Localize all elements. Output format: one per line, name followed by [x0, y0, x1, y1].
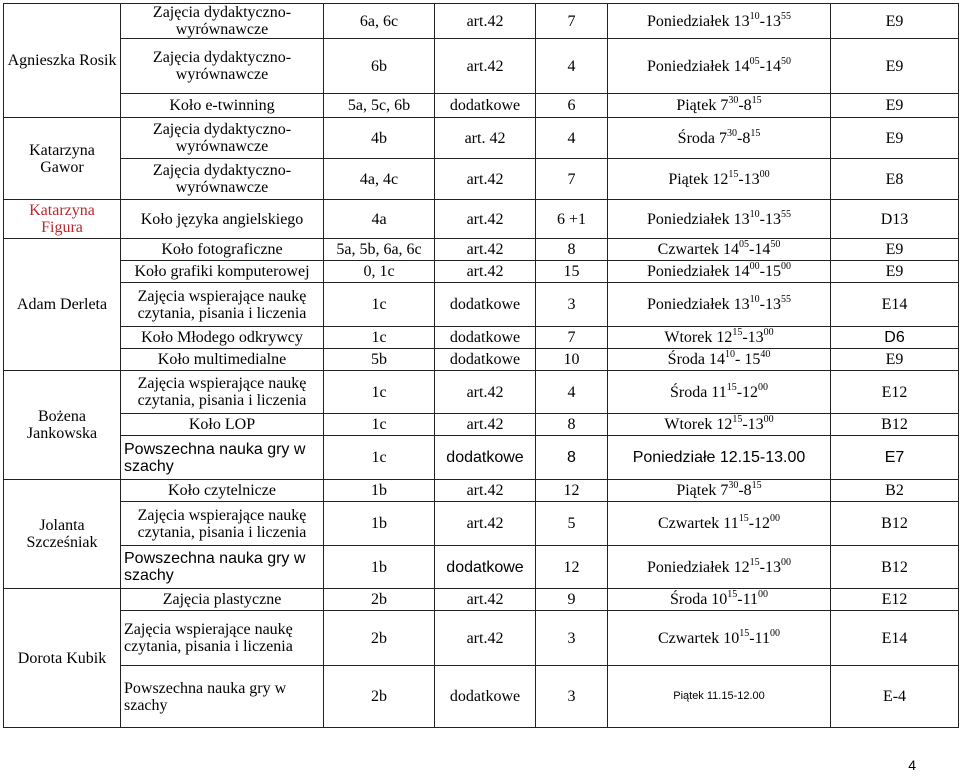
class-cell: 2b — [324, 589, 435, 611]
class-cell: 4b — [324, 118, 435, 159]
table-row — [4, 200, 959, 239]
time-start-minute: 15 — [738, 513, 749, 524]
room-cell: E-4 — [831, 666, 959, 728]
time-separator: - — [738, 482, 744, 499]
time-cell — [608, 611, 831, 666]
time-start-hour: 12 — [712, 170, 729, 188]
time-start-hour: 13 — [733, 210, 750, 228]
class-cell: 1c — [324, 414, 435, 436]
time-cell — [608, 546, 831, 589]
time-separator: - — [759, 57, 765, 75]
time-end-minute: 55 — [780, 10, 791, 22]
room-cell: B2 — [831, 480, 959, 502]
time-end-hour: 12 — [742, 383, 759, 401]
basis-cell: art.42 — [435, 414, 536, 436]
time-start-hour: 14 — [733, 57, 750, 75]
room-cell: E12 — [831, 589, 959, 611]
hours-cell: 4 — [536, 371, 608, 414]
time-end-minute: 00 — [770, 513, 781, 524]
activity-cell: Zajęcia dydaktyczno-wyrównawcze — [121, 4, 324, 39]
basis-cell: art.42 — [435, 502, 536, 546]
time-start-minute: 30 — [728, 95, 739, 106]
activity-cell: Zajęcia wspierające naukę czytania, pisania i liczenia — [121, 502, 324, 546]
table-row — [4, 118, 959, 159]
time-cell — [608, 261, 831, 283]
activity-cell: Powszechna nauka gry w szachy — [121, 436, 324, 480]
time-end-minute: 55 — [780, 208, 791, 220]
time-start-hour: 7 — [719, 129, 727, 147]
basis-cell: dodatkowe — [435, 546, 536, 589]
basis-cell: art.42 — [435, 200, 536, 239]
room-cell: E9 — [831, 4, 959, 39]
time-start-hour: 13 — [733, 12, 750, 30]
teacher-name: Bożena Jankowska — [4, 371, 121, 480]
time-start-minute: 30 — [727, 127, 737, 139]
room-cell: E7 — [831, 436, 959, 480]
time-start-minute: 00 — [749, 261, 760, 272]
table-row — [4, 371, 959, 414]
time-start-hour: 12 — [716, 416, 733, 433]
activity-cell: Koło grafiki komputerowej — [121, 261, 324, 283]
basis-cell: art. 42 — [435, 118, 536, 159]
time-start-hour: 14 — [733, 263, 750, 280]
room-cell: B12 — [831, 502, 959, 546]
activity-cell: Koło multimedialne — [121, 349, 324, 371]
activity-cell: Zajęcia wspierające naukę czytania, pisania i liczenia — [121, 283, 324, 327]
time-separator: - — [759, 263, 765, 280]
hours-cell: 12 — [536, 546, 608, 589]
time-cell — [608, 589, 831, 611]
class-cell: 1c — [324, 371, 435, 414]
time-cell — [608, 327, 831, 349]
room-cell: B12 — [831, 414, 959, 436]
time-day: Czwartek — [657, 515, 724, 532]
time-separator: - — [748, 515, 755, 532]
time-end-minute: 00 — [763, 327, 774, 338]
time-cell — [608, 349, 831, 371]
room-cell: E14 — [831, 611, 959, 666]
time-separator: - — [749, 629, 755, 647]
time-separator: - — [735, 351, 741, 368]
basis-cell: dodatkowe — [435, 436, 536, 480]
time-day: Wtorek — [664, 329, 717, 346]
basis-cell: art.42 — [435, 261, 536, 283]
time-end-minute: 55 — [780, 294, 791, 305]
time-day: Środa — [677, 129, 719, 147]
time-start-minute: 15 — [732, 327, 743, 338]
time-start-minute: 05 — [738, 239, 749, 250]
time-start-hour: 10 — [711, 591, 728, 608]
time-cell — [608, 283, 831, 327]
time-cell — [608, 118, 831, 159]
time-start-hour: 12 — [733, 558, 750, 576]
time-start-minute: 15 — [749, 556, 760, 568]
hours-cell: 6 — [536, 94, 608, 118]
time-end-minute: 00 — [759, 168, 770, 180]
teacher-name: Dorota Kubik — [4, 589, 121, 728]
time-separator: - — [759, 296, 765, 313]
time-end-minute: 15 — [751, 95, 762, 106]
table-row — [4, 502, 959, 546]
room-cell: E12 — [831, 371, 959, 414]
time-cell: Piątek 11.15-12.00 — [608, 666, 831, 728]
hours-cell: 3 — [536, 283, 608, 327]
table-row — [4, 283, 959, 327]
time-day: Poniedziałek — [647, 57, 734, 75]
class-cell: 4a, 4c — [324, 159, 435, 200]
time-day: Piątek — [668, 170, 713, 188]
teacher-name: Adam Derleta — [4, 239, 121, 371]
class-cell: 2b — [324, 666, 435, 728]
hours-cell: 3 — [536, 611, 608, 666]
table-row — [4, 349, 959, 371]
time-start-hour: 7 — [720, 482, 729, 499]
class-cell: 5b — [324, 349, 435, 371]
teacher-name: Agnieszka Rosik — [4, 4, 121, 118]
activity-cell: Zajęcia dydaktyczno-wyrównawcze — [121, 118, 324, 159]
time-end-hour: 14 — [754, 241, 771, 258]
hours-cell: 15 — [536, 261, 608, 283]
teacher-name: Katarzyna Figura — [4, 200, 121, 239]
time-end-minute: 00 — [780, 261, 791, 272]
time-end-hour: 13 — [743, 170, 760, 188]
time-end-minute: 00 — [758, 589, 769, 600]
room-cell: E9 — [831, 349, 959, 371]
class-cell: 6a, 6c — [324, 4, 435, 39]
time-cell — [608, 414, 831, 436]
hours-cell: 8 — [536, 239, 608, 261]
table-row — [4, 239, 959, 261]
time-cell — [608, 94, 831, 118]
teacher-name: Katarzyna Gawor — [4, 118, 121, 200]
time-start-hour: 10 — [723, 629, 740, 647]
class-cell: 1c — [324, 436, 435, 480]
time-separator: - — [738, 97, 744, 114]
time-cell — [608, 159, 831, 200]
time-day: Piątek — [676, 482, 721, 499]
class-cell: 6b — [324, 39, 435, 94]
hours-cell: 6 +1 — [536, 200, 608, 239]
hours-cell: 8 — [536, 414, 608, 436]
basis-cell: art.42 — [435, 159, 536, 200]
time-end-hour: 8 — [742, 129, 751, 147]
time-start-minute: 10 — [725, 349, 735, 360]
activity-cell: Koło Młodego odkrywcy — [121, 327, 324, 349]
class-cell: 0, 1c — [324, 261, 435, 283]
time-cell — [608, 480, 831, 502]
time-start-minute: 15 — [732, 414, 743, 425]
table-row — [4, 261, 959, 283]
schedule-table — [3, 3, 959, 728]
hours-cell: 7 — [536, 4, 608, 39]
basis-cell: art.42 — [435, 239, 536, 261]
basis-cell: dodatkowe — [435, 327, 536, 349]
time-start-minute: 30 — [728, 480, 739, 491]
activity-cell: Zajęcia wspierające naukę czytania, pisania i liczenia — [121, 611, 324, 666]
hours-cell: 3 — [536, 666, 608, 728]
time-start-hour: 11 — [723, 515, 739, 532]
time-end-hour: 13 — [747, 416, 764, 433]
room-cell: B12 — [831, 546, 959, 589]
class-cell: 4a — [324, 200, 435, 239]
time-end-minute: 00 — [780, 556, 791, 568]
basis-cell: dodatkowe — [435, 94, 536, 118]
activity-cell: Koło e-twinning — [121, 94, 324, 118]
teacher-name: Jolanta Szcześniak — [4, 480, 121, 589]
time-day: Środa — [669, 383, 712, 401]
class-cell: 1c — [324, 283, 435, 327]
basis-cell: art.42 — [435, 39, 536, 94]
time-separator: - — [759, 210, 765, 228]
time-separator: - — [759, 558, 765, 576]
time-end-hour: 8 — [743, 482, 752, 499]
time-end-hour: 11 — [742, 591, 759, 608]
time-end-hour: 14 — [764, 57, 781, 75]
time-day: Środa — [669, 591, 712, 608]
room-cell: E14 — [831, 283, 959, 327]
activity-cell: Powszechna nauka gry w szachy — [121, 546, 324, 589]
time-separator: - — [748, 241, 755, 258]
activity-cell: Koło języka angielskiego — [121, 200, 324, 239]
time-start-minute: 15 — [728, 168, 739, 180]
room-cell: E9 — [831, 39, 959, 94]
basis-cell: art.42 — [435, 589, 536, 611]
time-separator: - — [736, 383, 743, 401]
room-cell: E9 — [831, 118, 959, 159]
activity-cell: Zajęcia dydaktyczno-wyrównawcze — [121, 39, 324, 94]
table-row — [4, 39, 959, 94]
time-start-minute: 15 — [726, 381, 737, 393]
activity-cell: Zajęcia plastyczne — [121, 589, 324, 611]
basis-cell: dodatkowe — [435, 349, 536, 371]
room-cell: D13 — [831, 200, 959, 239]
time-day: Poniedziałek — [647, 210, 734, 228]
table-row — [4, 546, 959, 589]
activity-cell: Powszechna nauka gry w szachy — [121, 666, 324, 728]
basis-cell: art.42 — [435, 480, 536, 502]
class-cell: 1b — [324, 502, 435, 546]
time-end-minute: 50 — [780, 55, 791, 67]
class-cell: 1c — [324, 327, 435, 349]
time-start-minute: 05 — [749, 55, 760, 67]
time-start-hour: 11 — [711, 383, 727, 401]
time-start-hour: 14 — [722, 241, 739, 258]
time-start-minute: 10 — [749, 208, 760, 220]
time-day: Czwartek — [657, 629, 724, 647]
activity-cell: Koło LOP — [121, 414, 324, 436]
time-end-hour: 13 — [764, 296, 781, 313]
time-day: Środa — [667, 351, 709, 368]
time-start-hour: 7 — [720, 97, 729, 114]
page-number: 4 — [908, 757, 916, 773]
time-separator: - — [742, 416, 748, 433]
time-start-minute: 10 — [749, 10, 760, 22]
hours-cell: 8 — [536, 436, 608, 480]
class-cell: 1b — [324, 480, 435, 502]
hours-cell: 5 — [536, 502, 608, 546]
basis-cell: art.42 — [435, 611, 536, 666]
hours-cell: 4 — [536, 39, 608, 94]
time-end-hour: 15 — [764, 263, 781, 280]
time-end-minute: 50 — [770, 239, 781, 250]
time-end-minute: 40 — [760, 349, 771, 360]
table-row — [4, 4, 959, 39]
time-start-hour: 14 — [709, 351, 725, 368]
activity-cell: Zajęcia wspierające naukę czytania, pisania i liczenia — [121, 371, 324, 414]
hours-cell: 7 — [536, 159, 608, 200]
class-cell: 5a, 5c, 6b — [324, 94, 435, 118]
class-cell: 2b — [324, 611, 435, 666]
hours-cell: 4 — [536, 118, 608, 159]
time-end-minute: 15 — [751, 480, 762, 491]
time-separator: - — [759, 12, 765, 30]
room-cell: E9 — [831, 239, 959, 261]
basis-cell: dodatkowe — [435, 283, 536, 327]
hours-cell: 7 — [536, 327, 608, 349]
table-row — [4, 480, 959, 502]
time-day: Poniedziałek — [647, 558, 734, 576]
activity-cell: Zajęcia dydaktyczno-wyrównawcze — [121, 159, 324, 200]
table-row — [4, 327, 959, 349]
time-separator: - — [738, 170, 744, 188]
time-end-hour: 13 — [747, 329, 764, 346]
hours-cell: 10 — [536, 349, 608, 371]
time-day: Poniedziałek — [647, 296, 734, 313]
time-cell — [608, 39, 831, 94]
room-cell: E9 — [831, 94, 959, 118]
time-cell — [608, 371, 831, 414]
time-end-minute: 00 — [763, 414, 774, 425]
time-cell: Poniedziałe 12.15-13.00 — [608, 436, 831, 480]
time-end-hour: 13 — [764, 210, 781, 228]
time-separator: - — [737, 591, 743, 608]
hours-cell: 9 — [536, 589, 608, 611]
time-end-minute: 15 — [750, 127, 761, 139]
time-cell — [608, 200, 831, 239]
class-cell: 1b — [324, 546, 435, 589]
activity-cell: Koło fotograficzne — [121, 239, 324, 261]
time-day: Wtorek — [664, 416, 717, 433]
time-end-hour: 12 — [754, 515, 771, 532]
time-end-hour: 11 — [754, 629, 771, 647]
time-day: Piątek — [676, 97, 721, 114]
basis-cell: art.42 — [435, 371, 536, 414]
time-end-hour: 15 — [740, 351, 761, 368]
time-separator: - — [737, 129, 743, 147]
time-end-minute: 00 — [758, 381, 769, 393]
basis-cell: art.42 — [435, 4, 536, 39]
time-separator: - — [742, 329, 748, 346]
table-row — [4, 611, 959, 666]
time-end-hour: 13 — [764, 558, 781, 576]
table-row — [4, 414, 959, 436]
time-start-minute: 15 — [739, 627, 750, 639]
room-cell: E8 — [831, 159, 959, 200]
table-row — [4, 159, 959, 200]
class-cell: 5a, 5b, 6a, 6c — [324, 239, 435, 261]
time-cell — [608, 502, 831, 546]
time-end-hour: 8 — [743, 97, 752, 114]
hours-cell: 12 — [536, 480, 608, 502]
time-start-minute: 15 — [727, 589, 738, 600]
room-cell: E9 — [831, 261, 959, 283]
table-row — [4, 94, 959, 118]
time-cell — [608, 4, 831, 39]
time-end-minute: 00 — [770, 627, 781, 639]
table-row — [4, 436, 959, 480]
time-day: Czwartek — [657, 241, 723, 258]
time-start-minute: 10 — [749, 294, 760, 305]
time-day: Poniedziałek — [647, 263, 734, 280]
table-row — [4, 589, 959, 611]
time-end-hour: 13 — [764, 12, 781, 30]
time-cell — [608, 239, 831, 261]
time-start-hour: 13 — [733, 296, 750, 313]
activity-cell: Koło czytelnicze — [121, 480, 324, 502]
basis-cell: dodatkowe — [435, 666, 536, 728]
time-day: Poniedziałek — [647, 12, 734, 30]
table-row — [4, 666, 959, 728]
time-start-hour: 12 — [716, 329, 733, 346]
room-cell: D6 — [831, 327, 959, 349]
